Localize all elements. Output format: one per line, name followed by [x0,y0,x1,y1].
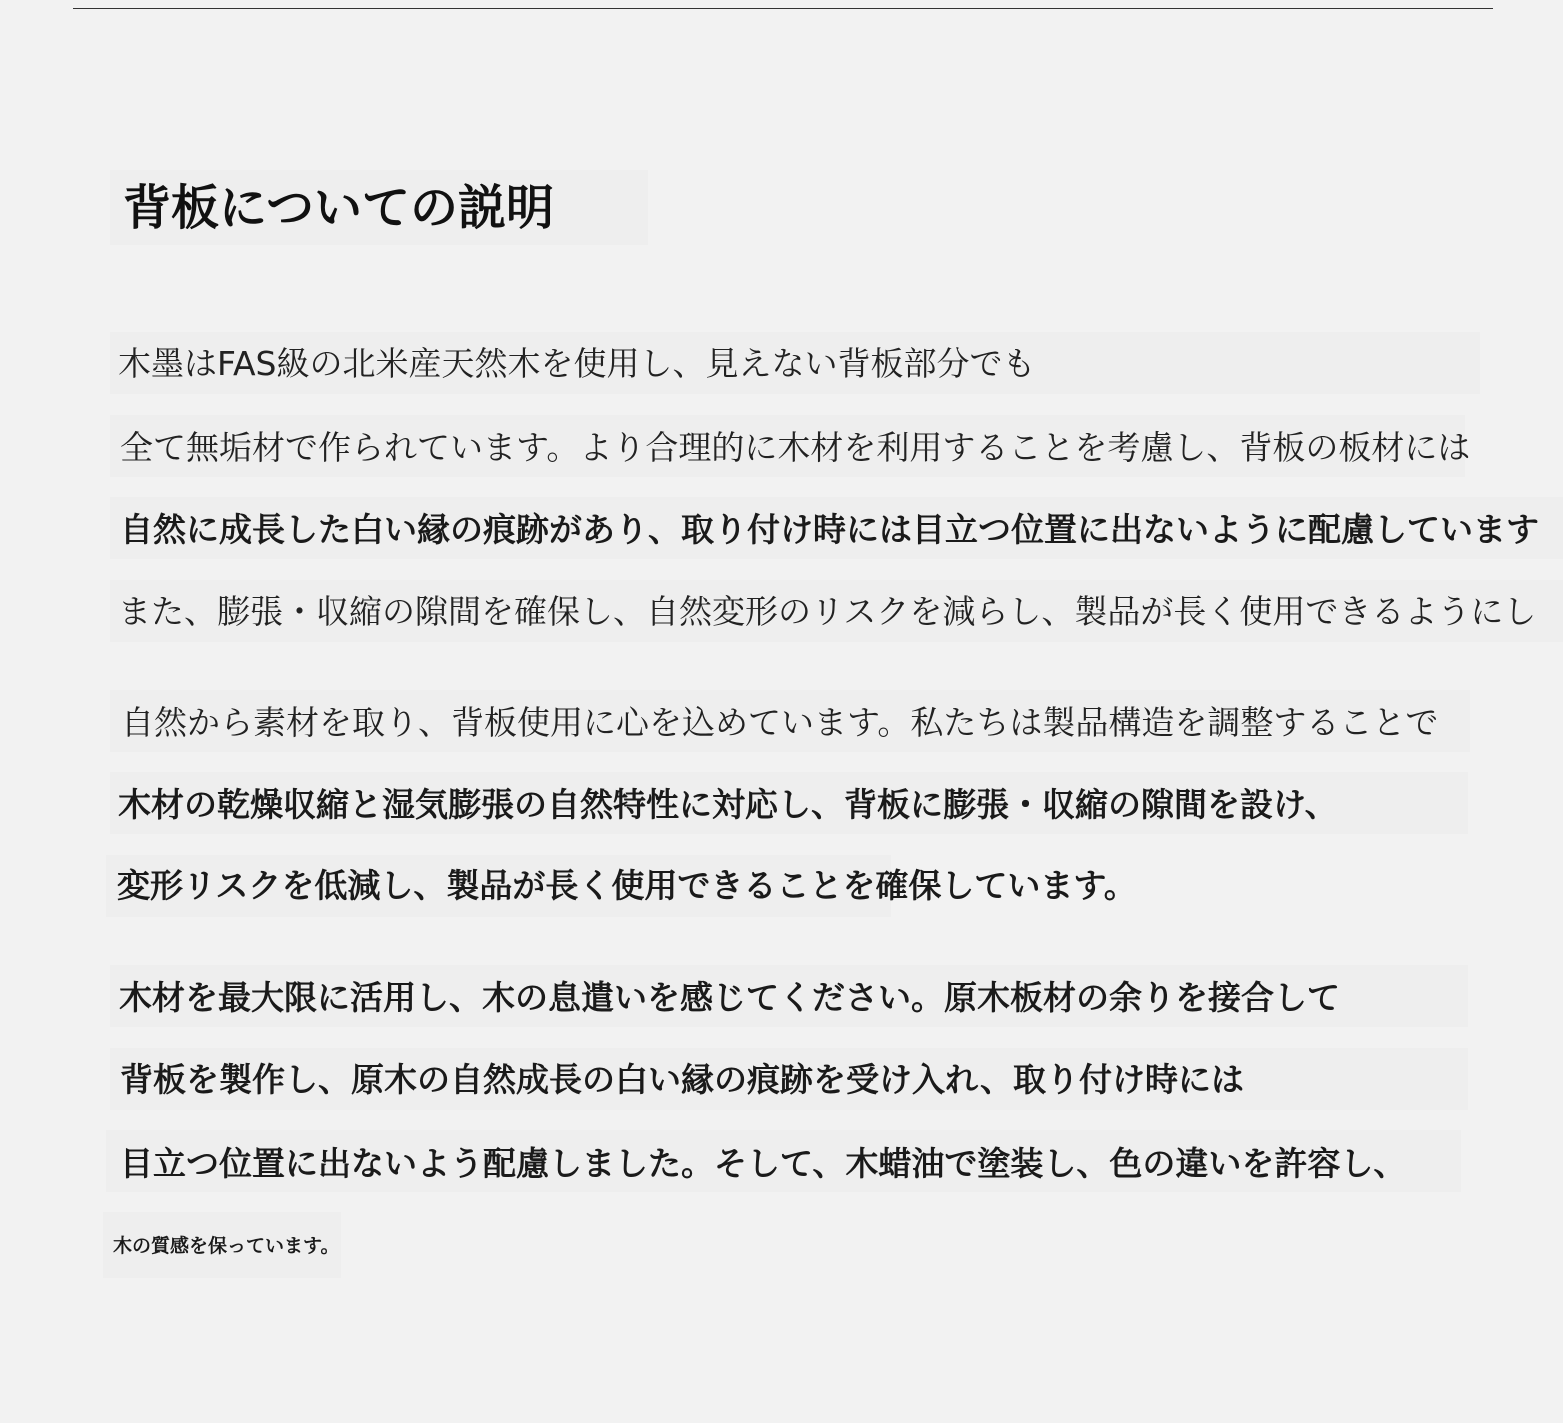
paragraph-3-line-3: 目立つ位置に出ないよう配慮しました。そして、木蜡油で塗装し、色の違いを許容し、 [120,1144,1407,1183]
paragraph-1-line-1: 木墨はFAS級の北米産天然木を使用し、見えない背板部分でも [118,344,1036,383]
paragraph-2-line-1: 自然から素材を取り、背板使用に心を込めています。私たちは製品構造を調整することで [121,703,1439,742]
paragraph-3-line-2: 背板を製作し、原木の自然成長の白い縁の痕跡を受け入れ、取り付け時には [120,1060,1244,1099]
paragraph-3-line-1: 木材を最大限に活用し、木の息遣いを感じてください。原木板材の余りを接合して [119,978,1340,1017]
paragraph-1-line-3: 自然に成長した白い縁の痕跡があり、取り付け時には目立つ位置に出ないように配慮しています [120,510,1539,549]
paragraph-1-line-4: また、膨張・収縮の隙間を確保し、自然変形のリスクを減らし、製品が長く使用できるようにし [118,592,1537,631]
paragraph-2-line-2: 木材の乾燥収縮と湿気膨張の自然特性に対応し、背板に膨張・収縮の隙間を設け、 [118,785,1338,824]
top-divider [73,8,1493,9]
paragraph-3-line-4: 木の質感を保っています。 [113,1235,340,1257]
paragraph-1-line-2: 全て無垢材で作られています。より合理的に木材を利用することを考慮し、背板の板材には [120,428,1471,467]
paragraph-2-line-3: 変形リスクを低減し、製品が長く使用できることを確保しています。 [117,866,1137,905]
page-title: 背板についての説明 [123,180,555,236]
